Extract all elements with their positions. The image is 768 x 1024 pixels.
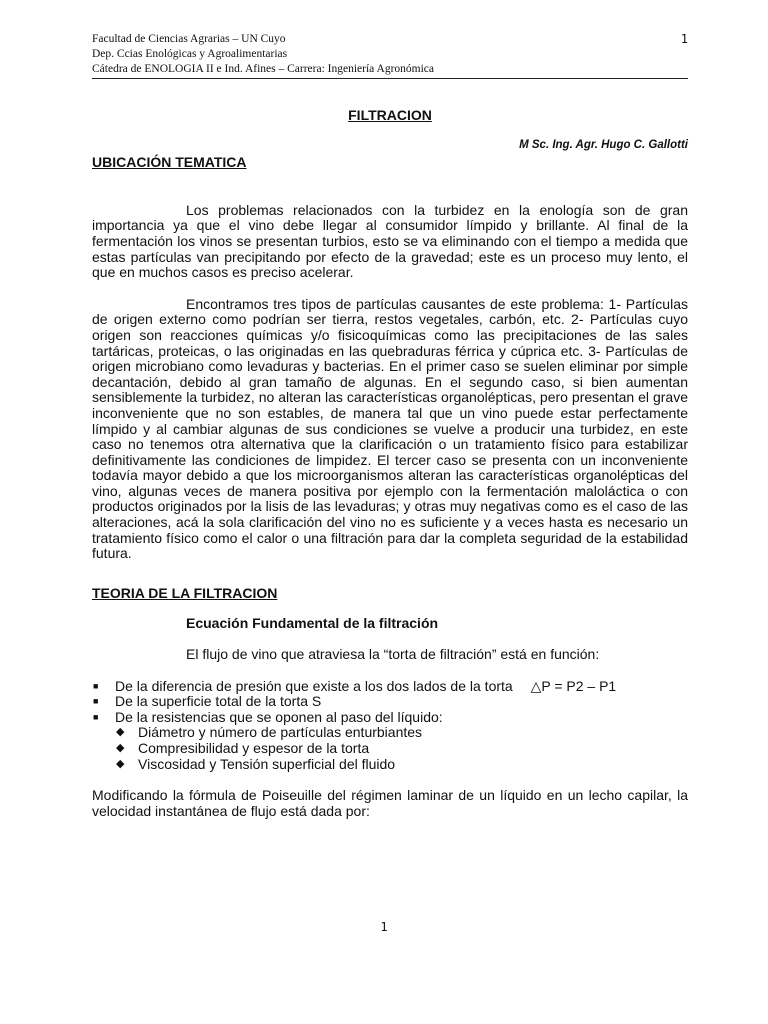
bullet-diamond-icon: ◆ — [116, 742, 125, 754]
bullet-text-1: De la diferencia de presión que existe a los dos lados de la torta — [115, 677, 513, 694]
sub-bullet-text-3: Viscosidad y Tensión superficial del fluido — [138, 755, 396, 772]
bullet-square-icon: ■ — [93, 696, 99, 707]
bullet-diamond-icon: ◆ — [116, 757, 125, 770]
intro-line: El flujo de vino que atraviesa la “torta de filtración” está en función: — [186, 646, 600, 663]
bullet-text-3: De la resistencias que se oponen al paso del líquido: — [115, 708, 443, 725]
bullet-square-icon: ■ — [93, 680, 99, 691]
bullet-square-icon: ■ — [93, 711, 99, 722]
list-item — [115, 725, 688, 741]
list-item — [92, 694, 688, 710]
sub-bullet-text-2: Compresibilidad y espesor de la torta — [138, 740, 370, 756]
document-body — [92, 108, 688, 819]
header-chair: Cátedra de ENOLOGIA II e Ind. Afines – Carrera: Ingeniería Agronómica — [92, 63, 435, 75]
closing-paragraph: Modificando la fórmula de Poiseuille del régimen laminar de un líquido en un lecho capilar, la velocidad instantánea de flujo está dada por: — [92, 787, 688, 819]
bullet-list — [92, 679, 688, 773]
list-item — [115, 741, 688, 757]
header-page-number: 1 — [680, 32, 688, 46]
header-faculty: Facultad de Ciencias Agrarias – UN Cuyo — [92, 33, 286, 45]
bullet-text-2: De la superficie total de la torta S — [115, 693, 322, 710]
paragraph-1: Los problemas relacionados con la turbidez en la enología son de gran importancia ya que el vino debe llegar al consumidor límpido y brillante. Al final de la fermentación los vinos se presentan turbios, esto se va eliminando con el tiempo a medida que estas partículas van precipitando por efecto de la gravedad; este es un proceso muy lento, el que en muchos casos es preciso acelerar. — [92, 201, 688, 281]
page-header — [92, 32, 688, 79]
section-heading-ubicacion: UBICACIÓN TEMATICA — [92, 154, 247, 171]
document-author: M Sc. Ing. Agr. Hugo C. Gallotti — [519, 138, 688, 151]
bullet-diamond-icon: ◆ — [116, 726, 125, 739]
section-heading-teoria: TEORIA DE LA FILTRACION — [92, 584, 278, 601]
list-item — [92, 710, 688, 772]
sub-bullet-list — [115, 725, 688, 772]
sub-bullet-text-1: Diámetro y número de partículas enturbiantes — [138, 724, 423, 741]
paragraph-2: Encontramos tres tipos de partículas causantes de este problema: 1- Partículas de origen externo como podrían ser tierra, restos vegetales, carbón, etc. 2- Partículas cuyo origen son reacciones químicas y/o fisicoquímicas como las precipitaciones de las sales tartáricas, proteicas, o las originadas en las quebraduras férrica y cúprica etc. 3- Partículas de origen microbiano como levaduras y bacterias. En el primer caso se suelen eliminar por simple decantación, debido al gran tamaño de algunas. En el segundo caso, si bien aumentan sensiblemente la turbidez, no alteran las características organolépticas, pero presentan el grave inconveniente que no son estables, de manera tal que un vino puede estar perfectamente límpido y al cambiar algunas de sus condiciones se vuelve a producir una turbidez, en este caso no tenemos otra alternativa que la clarificación o un tratamiento físico para estabilizar definitivamente las condiciones de limpidez. El tercer caso se presenta con un inconveniente todavía mayor debido a que los microorganismos alteran las características organolépticas del vino, algunas veces de manera positiva por ejemplo con la fermentación maloláctica o con productos originados por la lisis de las levaduras; y otras muy negativas como es el caso de las alteraciones, acá la sola clarificación del vino no es suficiente y a veces hasta es necesario un tratamiento físico como el calor o una filtración para dar la completa seguridad de la estabilidad futura. — [92, 295, 688, 562]
delta-formula: △P = P2 – P1 — [530, 677, 617, 694]
footer-page-number: 1 — [380, 920, 388, 934]
subheading-ecuacion: Ecuación Fundamental de la filtración — [186, 615, 439, 632]
document-title: FILTRACION — [348, 107, 432, 123]
list-item — [92, 679, 688, 695]
header-department: Dep. Ccias Enológicas y Agroalimentarias — [92, 48, 288, 60]
list-item — [115, 757, 688, 773]
